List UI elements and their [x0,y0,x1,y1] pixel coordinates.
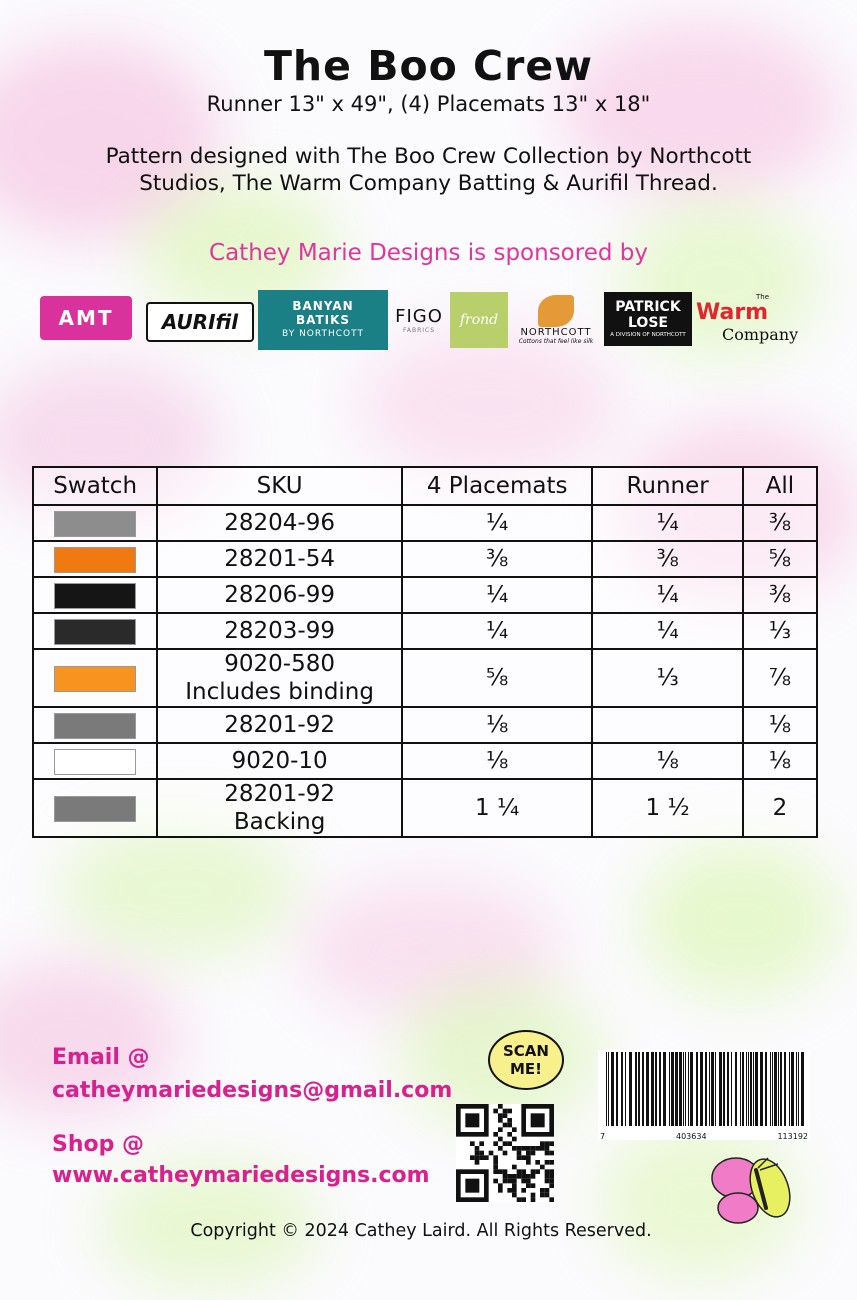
figo-sub-text: FABRICS [402,327,436,334]
table-row [33,613,817,649]
description-line: Studios, The Warm Company Batting & Aurifil Thread. [139,171,718,196]
page-subtitle: Runner 13" x 49", (4) Placemats 13" x 18" [206,92,651,116]
patrick-lose-logo [604,292,692,346]
all-cell: ⅛ [743,707,817,743]
fabric-swatch [54,749,136,775]
banyan-line: BY NORTHCOTT [282,329,364,339]
sku-cell [157,541,402,577]
placemats-cell: ¼ [402,577,592,613]
sku-cell [157,707,402,743]
sku-cell [157,613,402,649]
patrick-line: LOSE [628,315,668,331]
all-cell: ⅞ [743,649,817,707]
scan-me-bubble [488,1030,564,1090]
swatch-cell [33,613,157,649]
all-cell: 2 [743,779,817,837]
placemats-cell: ¼ [402,505,592,541]
runner-cell: ⅜ [592,541,742,577]
sku-value: 9020-580 [224,651,335,677]
email-label: Email @ [52,1045,150,1070]
column-header-runner: Runner [592,467,742,505]
table-row [33,707,817,743]
scan-text: ME! [509,1060,542,1078]
northcott-logo [510,288,602,352]
column-header-swatch: Swatch [33,467,157,505]
fabric-swatch [54,666,136,692]
barcode-digits-right: 113192 [777,1132,808,1141]
all-cell: ⅛ [743,743,817,779]
sku-value: 28203-99 [224,618,335,644]
northcott-mark [538,295,574,327]
table-row [33,541,817,577]
northcott-text: NORTHCOTT [520,327,592,338]
placemats-cell: ⅝ [402,649,592,707]
column-header-placemats: 4 Placemats [402,467,592,505]
fabric-requirements-table [32,466,818,838]
barcode [598,1050,810,1140]
pattern-description [40,143,817,197]
sponsor-heading: Cathey Marie Designs is sponsored by [209,240,648,266]
table-row [33,649,817,707]
aurifil-logo-text: AURIfil [161,310,239,334]
runner-cell: ¼ [592,577,742,613]
patrick-sub: A DIVISION OF NORTHCOTT [610,332,686,338]
sku-note: Includes binding [185,679,374,705]
placemats-cell: ⅜ [402,541,592,577]
sku-note: Backing [233,809,326,835]
runner-cell: ¼ [592,505,742,541]
swatch-cell [33,541,157,577]
sku-value: 28201-92 [224,781,335,807]
frond-logo [450,292,508,348]
page-title: The Boo Crew [263,42,594,90]
sponsor-logos [36,288,806,354]
sku-value: 28206-99 [224,582,335,608]
shop-link[interactable]: www.catheymariedesigns.com [52,1163,430,1188]
fabric-swatch [54,619,136,645]
email-link[interactable]: catheymariedesigns@gmail.com [52,1078,453,1103]
fabric-swatch [54,796,136,822]
figo-text: FIGO [395,306,443,327]
banyan-line: BATIKS [295,313,351,327]
fabric-swatch [54,511,136,537]
patrick-line: PATRICK [615,299,681,315]
fabric-swatch [54,583,136,609]
banyan-line: BANYAN [292,299,354,313]
placemats-cell: ⅛ [402,707,592,743]
barcode-digit-left: 7 [600,1132,606,1141]
placemats-cell: ¼ [402,613,592,649]
description-line: Pattern designed with The Boo Crew Collection by Northcott [105,144,752,169]
figo-logo [390,300,448,340]
table-row [33,505,817,541]
runner-cell: ⅛ [592,743,742,779]
runner-cell [592,707,742,743]
scan-text: SCAN [503,1042,549,1060]
aurifil-logo [146,302,254,342]
sku-cell [157,649,402,707]
swatch-cell [33,649,157,707]
banyan-batiks-logo [258,290,388,350]
sku-value: 9020-10 [231,748,328,774]
sku-value: 28201-54 [224,546,335,572]
table-row [33,577,817,613]
placemats-cell: ⅛ [402,743,592,779]
table-row [33,779,817,837]
barcode-bars [598,1050,810,1128]
sku-cell [157,743,402,779]
runner-cell: 1 ½ [592,779,742,837]
sku-cell [157,779,402,837]
all-cell: ⅓ [743,613,817,649]
column-header-all: All [743,467,817,505]
all-cell: ⅝ [743,541,817,577]
sku-cell [157,577,402,613]
swatch-cell [33,743,157,779]
swatch-cell [33,505,157,541]
column-header-sku: SKU [157,467,402,505]
swatch-cell [33,779,157,837]
copyright-notice: Copyright © 2024 Cathey Laird. All Rights Reserved. [190,1221,652,1241]
qr-code[interactable] [456,1104,554,1202]
warm-company-text: Company [722,324,799,344]
sku-cell [157,505,402,541]
placemats-cell: 1 ¼ [402,779,592,837]
northcott-tagline: Cottons that feel like silk [518,338,594,345]
fabric-swatch [54,713,136,739]
runner-cell: ¼ [592,613,742,649]
sku-value: 28204-96 [224,510,335,536]
amt-logo [40,296,132,340]
swatch-cell [33,577,157,613]
frond-text: frond [459,312,499,328]
shop-label: Shop @ [52,1132,145,1157]
swatch-cell [33,707,157,743]
all-cell: ⅜ [743,577,817,613]
warm-text: Warm [696,299,769,325]
sku-value: 28201-92 [224,712,335,738]
table-header-row [33,467,817,505]
warm-the: The [756,292,770,301]
all-cell: ⅜ [743,505,817,541]
warm-company-logo [696,288,806,348]
fabric-swatch [54,547,136,573]
table-row [33,743,817,779]
amt-logo-text: AMT [58,306,114,330]
runner-cell: ⅓ [592,649,742,707]
barcode-digits-mid: 403634 [676,1132,707,1141]
